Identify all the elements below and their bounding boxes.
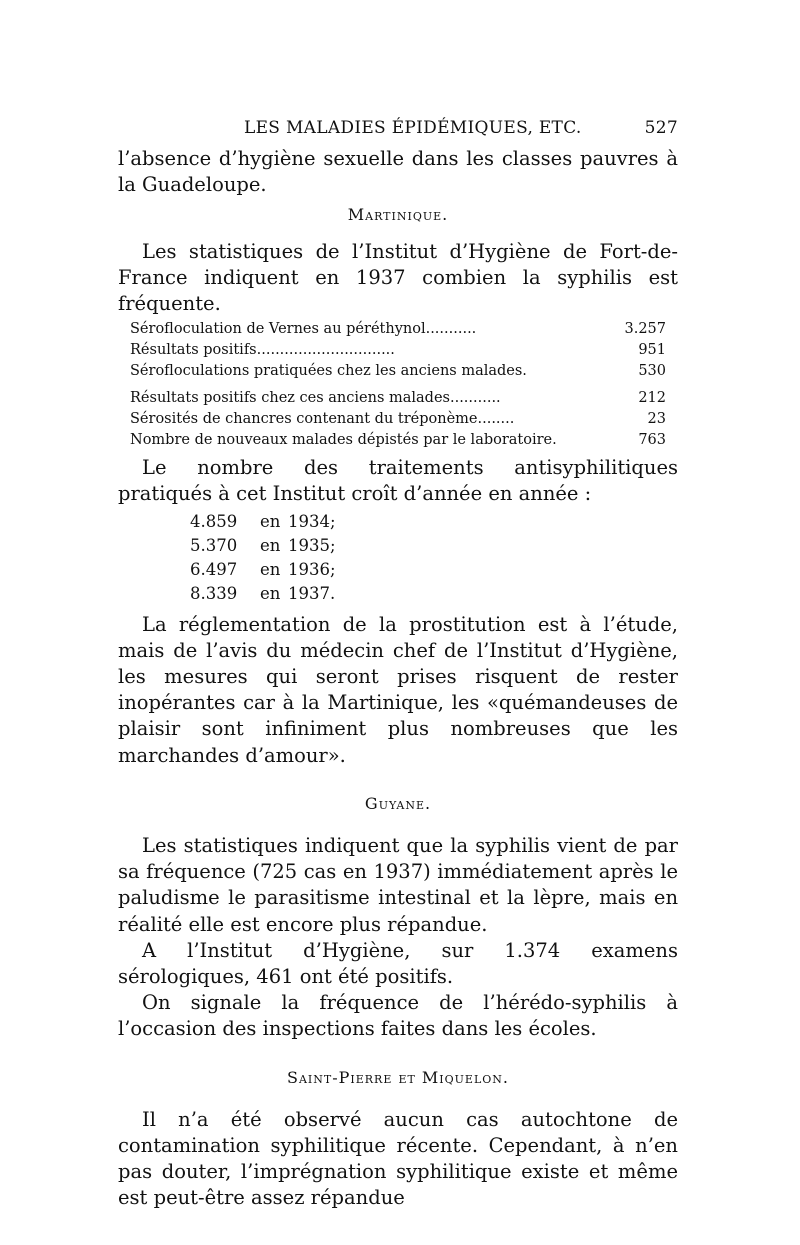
guyane-paragraph-1: Les statistiques indiquent que la syphilis vient de par sa fréquence (725 cas en 1937) immédiatement après le paludisme le parasitisme intestinal et la lèpre, mais en réalité elle est encore plus répandue. [118,834,678,936]
section-title-guyane: Guyane. [364,793,432,813]
yearly-row [190,510,678,534]
stats-value: 951 [638,342,666,359]
yearly-count: 5.370 [190,535,238,555]
section-title-saint-pierre: Saint-Pierre et Miquelon. [287,1067,509,1087]
stats-label: Sérosités de chancres contenant du tréponème........ [130,411,515,428]
yearly-year: 1935; [288,535,336,555]
stats-label: Nombre de nouveaux malades dépistés par le laboratoire. [130,432,557,449]
yearly-count: 4.859 [190,511,238,531]
yearly-treatments-list [190,510,678,606]
stats-row [130,340,666,361]
martinique-paragraph-1: Les statistiques de l’Institut d’Hygiène de Fort-de-France indiquent en 1937 combien la syphilis est fréquente. [118,239,678,316]
stats-label: Sérofloculations pratiquées chez les anciens malades. [130,363,527,380]
stats-row [130,430,666,451]
guyane-paragraph-2: A l’Institut d’Hygiène, sur 1.374 examens sérologiques, 461 ont été positifs. [118,938,678,989]
yearly-row [190,534,678,558]
yearly-row [190,582,678,606]
stats-row [130,388,666,409]
running-title: LES MALADIES ÉPIDÉMIQUES, ETC. [244,118,582,138]
stats-row [130,361,666,382]
stats-value: 3.257 [624,321,666,338]
yearly-count: 6.497 [190,559,238,579]
running-header [118,118,678,146]
martinique-paragraph-3: La réglementation de la prostitution est à l’étude, mais de l’avis du médecin chef de l’Institut d’Hygiène, les mesures qui seront prises risquent de rester inopérantes car à la Martinique, les «quémandeuses de plaisir sont infiniment plus nombreuses que les marchandes d’amour». [118,612,678,767]
stats-label: Résultats positifs.............................. [130,342,395,359]
stats-table [130,319,666,451]
stats-value: 763 [638,432,666,449]
stats-label: Résultats positifs chez ces anciens malades........... [130,390,501,407]
martinique-paragraph-2: Le nombre des traitements antisyphilitiques pratiqués à cet Institut croît d’année en année : [118,456,678,506]
section-title-martinique: Martinique. [347,205,449,225]
page-body [118,146,678,1212]
yearly-row [190,558,678,582]
stats-value: 212 [638,390,666,407]
saint-pierre-paragraph-1: Il n’a été observé aucun cas autochtone de contamination syphilitique récente. Cependant, à n’en pas douter, l’imprégnation syphilitique existe et même est peut-être assez répandue [118,1107,678,1210]
stats-value: 530 [638,363,666,380]
yearly-year: 1936; [288,559,336,579]
yearly-year: 1934; [288,511,336,531]
yearly-year: 1937. [288,583,336,603]
stats-row [130,409,666,430]
yearly-count: 8.339 [190,583,238,603]
page-number: 527 [644,118,678,138]
yearly-word: en [260,511,281,531]
stats-row [130,319,666,340]
guyane-paragraph-3: On signale la fréquence de l’hérédo-syphilis à l’occasion des inspections faites dans les écoles. [118,991,678,1041]
yearly-word: en [260,559,281,579]
yearly-word: en [260,535,281,555]
stats-value: 23 [647,411,666,428]
stats-label: Sérofloculation de Vernes au péréthynol........... [130,321,477,338]
yearly-word: en [260,583,281,603]
intro-paragraph: l’absence d’hygiène sexuelle dans les classes pauvres à la Guadeloupe. [118,147,678,197]
